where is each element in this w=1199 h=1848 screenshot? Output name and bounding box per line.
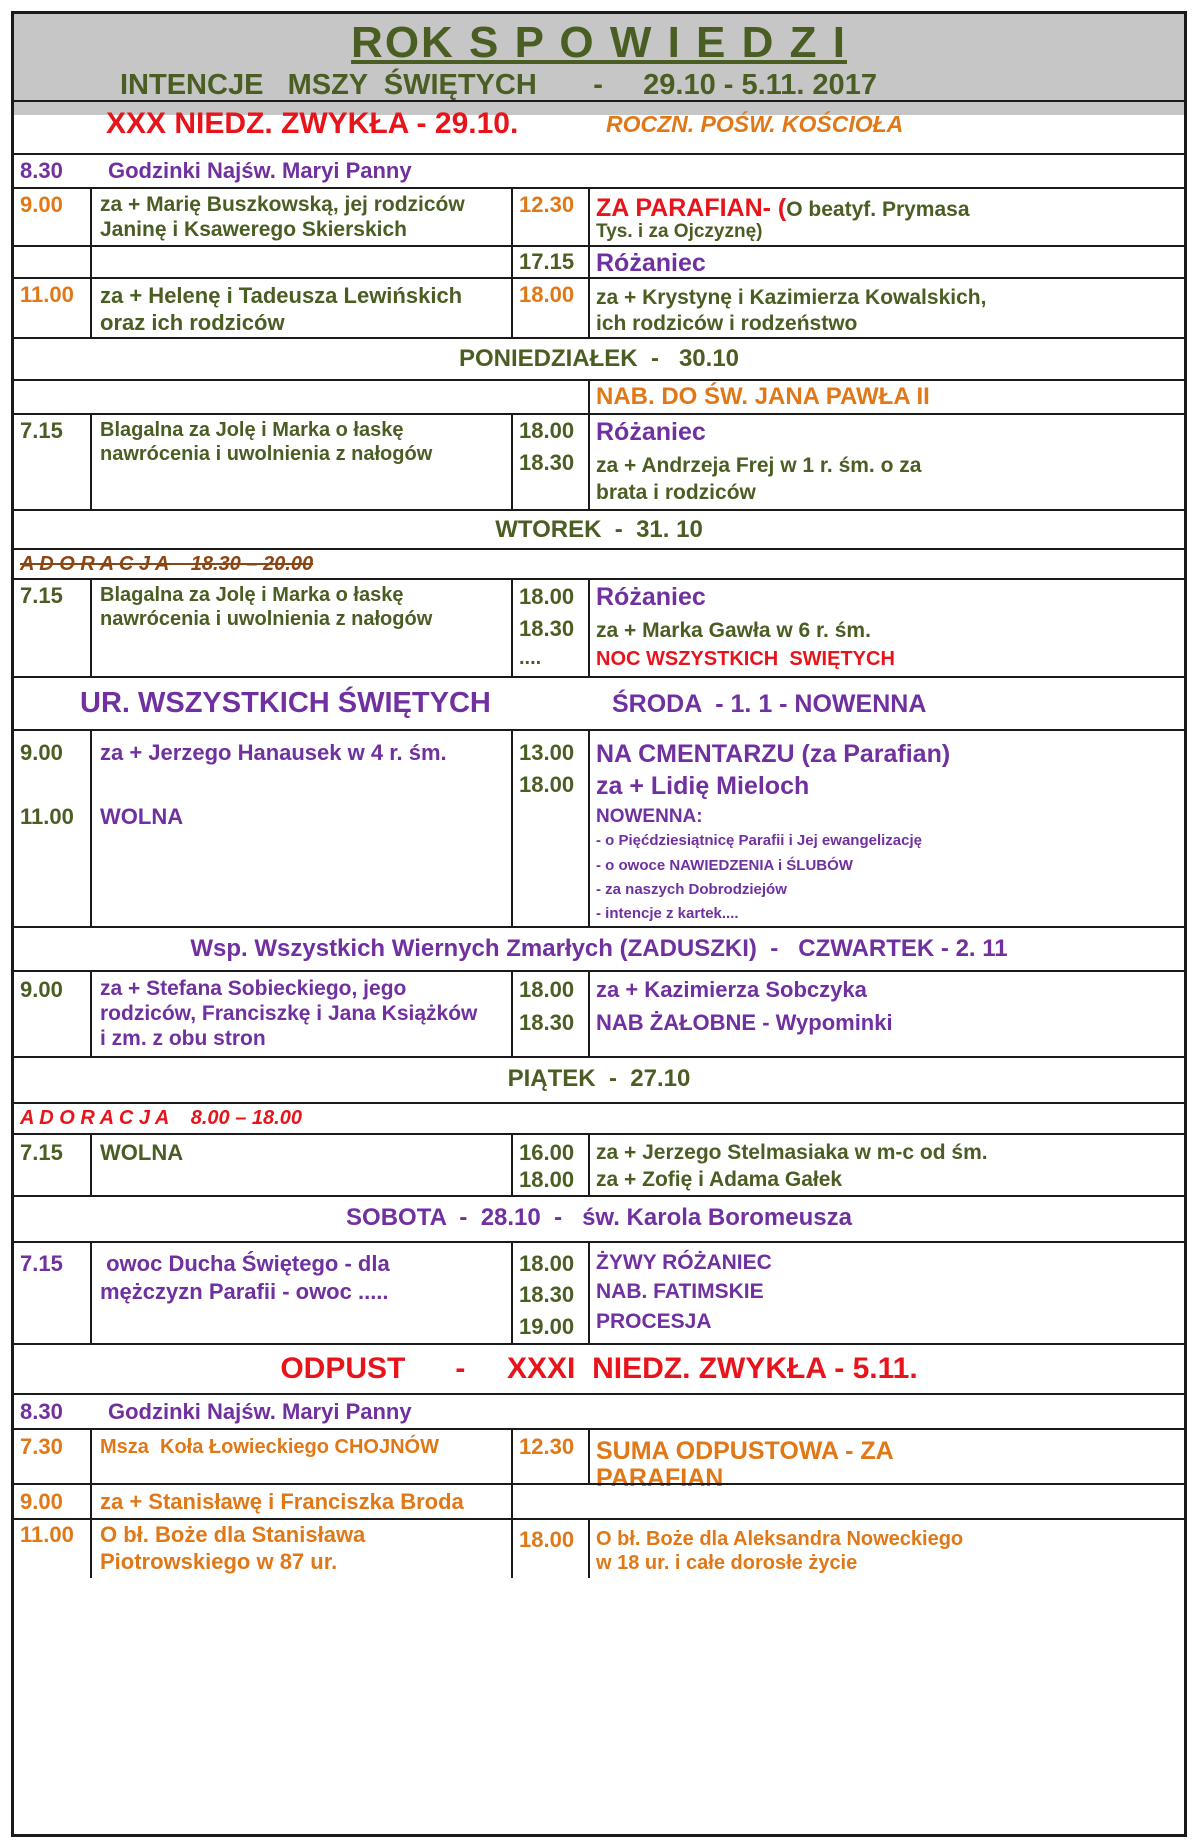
wednesday-row	[14, 729, 1184, 926]
tuesday-adoration: A D O R A C J A 18.30 – 20.00	[20, 553, 314, 575]
intention-right-2: za + Marka Gawła w 6 r. śm.	[596, 619, 871, 642]
column-divider	[588, 1518, 590, 1578]
odpust-row-4	[14, 1518, 1184, 1578]
intention-line-2: Piotrowskiego w 87 ur.	[100, 1549, 338, 1574]
saturday-title: SOBOTA - 28.10 - św. Karola Boromeusza	[346, 1204, 852, 1231]
intention-line-2: Janinę i Ksawerego Skierskich	[100, 218, 407, 241]
intention-right-1: za + Kazimierza Sobczyka	[596, 977, 867, 1002]
column-divider	[90, 1133, 92, 1195]
novena-item: - o owoce NAWIEDZENIA i ŚLUBÓW	[596, 857, 853, 874]
column-divider	[90, 1241, 92, 1343]
friday-adoration: A D O R A C J A 8.00 – 18.00	[20, 1107, 302, 1129]
sunday-row-4	[14, 277, 1184, 337]
time: 11.00	[20, 282, 74, 307]
odpust-title: ODPUST - XXXI NIEDZ. ZWYKŁA - 5.11.	[280, 1352, 918, 1385]
time-right-1: 18.00	[519, 977, 575, 1002]
saturday-title-row	[14, 1195, 1184, 1241]
intention-right-1: NA CMENTARZU (za Parafian)	[596, 740, 951, 768]
time-right-2: 18.30	[519, 450, 575, 475]
novena-item: - o Pięćdziesiątnicę Parafii i Jej ewangelizację	[596, 832, 922, 849]
intention-right-line-1	[596, 194, 970, 222]
time-right: 18.00	[519, 282, 575, 307]
time-1: 9.00	[20, 740, 63, 765]
friday-title-row	[14, 1056, 1184, 1102]
column-divider	[588, 1428, 590, 1483]
intention-right-line-1: za + Krystynę i Kazimierza Kowalskich,	[596, 286, 987, 309]
intention-line-1: owoc Ducha Świętego - dla	[100, 1251, 390, 1276]
monday-note-row	[14, 379, 1184, 413]
intention-2: WOLNA	[100, 804, 184, 829]
time-right-1: 16.00	[519, 1140, 575, 1165]
intention-line-2: nawrócenia i uwolnienia z nałogów	[100, 443, 433, 465]
sunday-title-row	[14, 100, 1184, 153]
tuesday-title-row	[14, 509, 1184, 548]
time-right-2: 18.00	[519, 772, 575, 797]
odpust-title-row	[14, 1343, 1184, 1393]
time: 9.00	[20, 977, 63, 1002]
time-right-2: 18.30	[519, 1010, 575, 1035]
time-right-1: 13.00	[519, 740, 575, 765]
time-right-3: 19.00	[519, 1314, 575, 1339]
time: 8.30	[20, 158, 63, 183]
time-right-2: 18.30	[519, 616, 575, 641]
odpust-row-1	[14, 1393, 1184, 1428]
friday-adoration-row	[14, 1102, 1184, 1133]
intention-line-2: mężczyzn Parafii - owoc .....	[100, 1279, 389, 1304]
time: 11.00	[20, 1522, 74, 1547]
column-divider	[511, 1241, 513, 1343]
column-divider	[588, 578, 590, 676]
column-divider	[90, 413, 92, 509]
column-divider	[90, 578, 92, 676]
sunday-title: XXX NIEDZ. ZWYKŁA - 29.10.	[106, 107, 519, 140]
column-divider	[90, 1428, 92, 1578]
column-divider	[511, 187, 513, 337]
intention-right-detail: O beatyf. Prymasa	[786, 198, 970, 221]
odpust-row-2	[14, 1428, 1184, 1492]
time-right-1: 18.00	[519, 1251, 575, 1276]
intention-line-1: za + Stefana Sobieckiego, jego	[100, 977, 407, 1000]
column-divider	[511, 413, 513, 509]
intention-right-line-1: O bł. Boże dla Aleksandra Noweckiego	[596, 1528, 964, 1550]
intention-line-1: za + Helenę i Tadeusza Lewińskich	[100, 283, 463, 308]
column-divider	[588, 729, 590, 926]
intention: Godzinki Najśw. Maryi Panny	[108, 158, 412, 183]
page-subtitle: INTENCJE MSZY ŚWIĘTYCH - 29.10 - 5.11. 2017	[120, 69, 877, 101]
intention-right-1: Różaniec	[596, 418, 706, 446]
sunday-note: ROCZN. POŚW. KOŚCIOŁA	[606, 111, 904, 137]
intention-line-2: oraz ich rodziców	[100, 310, 285, 335]
intention-right-3: NOC WSZYSTKICH SWIĘTYCH	[596, 648, 895, 670]
time-right-2: 18.30	[519, 1282, 575, 1307]
column-divider	[588, 1133, 590, 1195]
time: 9.00	[20, 1489, 63, 1514]
intention-right-2a: za + Andrzeja Frej w 1 r. śm. o za	[596, 454, 922, 477]
friday-title: PIĄTEK - 27.10	[507, 1065, 691, 1092]
time-right-1: 18.00	[519, 418, 575, 443]
time-right: 18.00	[519, 1527, 575, 1552]
time: 7.15	[20, 1251, 63, 1276]
intention-line-1: Blagalna za Jolę i Marka o łaskę	[100, 584, 404, 606]
intention-right-1: ŻYWY RÓŻANIEC	[596, 1251, 772, 1274]
column-divider	[511, 729, 513, 926]
column-divider	[588, 187, 590, 337]
column-divider	[511, 1133, 513, 1195]
sunday-row-3	[14, 245, 1184, 277]
monday-row	[14, 413, 1184, 509]
novena-item: - intencje z kartek....	[596, 905, 739, 922]
time-right: 12.30	[519, 1434, 575, 1459]
tuesday-row	[14, 578, 1184, 676]
intention-line-2: rodziców, Franciszkę i Jana Książków	[100, 1002, 478, 1025]
intention-right-1: za + Jerzego Stelmasiaka w m-c od śm.	[596, 1141, 988, 1164]
intention-1: za + Jerzego Hanausek w 4 r. śm.	[100, 740, 447, 765]
time-2: 11.00	[20, 804, 74, 829]
time-right-1: 18.00	[519, 584, 575, 609]
intention: za + Stanisławę i Franciszka Broda	[100, 1489, 464, 1514]
column-divider	[90, 970, 92, 1056]
intention-right-2b: brata i rodziców	[596, 481, 756, 504]
wednesday-title-row	[14, 676, 1184, 729]
monday-note: NAB. DO ŚW. JANA PAWŁA II	[596, 383, 930, 410]
column-divider	[588, 1241, 590, 1343]
time: 7.15	[20, 1140, 63, 1165]
intention-right-2: NAB ŻAŁOBNE - Wypominki	[596, 1010, 893, 1035]
intention: Msza Koła Łowieckiego CHOJNÓW	[100, 1436, 439, 1458]
time: 7.30	[20, 1434, 63, 1459]
intention-right-line-1: SUMA ODPUSTOWA - ZA	[596, 1437, 894, 1465]
time: 7.15	[20, 418, 63, 443]
novena-heading: NOWENNA:	[596, 806, 703, 827]
column-divider	[511, 1428, 513, 1578]
sunday-row-1	[14, 153, 1184, 187]
column-divider	[588, 413, 590, 509]
intention-right-2: za + Zofię i Adama Gałek	[596, 1168, 843, 1191]
tuesday-adoration-row	[14, 548, 1184, 578]
monday-title-row	[14, 337, 1184, 379]
time-right: 17.15	[519, 249, 575, 274]
intention-line-2: nawrócenia i uwolnienia z nałogów	[100, 608, 433, 630]
column-divider	[588, 379, 590, 413]
intention-right-2: za + Lidię Mieloch	[596, 772, 810, 800]
wednesday-title-left: UR. WSZYSTKICH ŚWIĘTYCH	[80, 687, 491, 719]
intention-line-3: i zm. z obu stron	[100, 1027, 266, 1050]
time: 7.15	[20, 583, 63, 608]
thursday-title: Wsp. Wszystkich Wiernych Zmarłych (ZADUSZKI) - CZWARTEK - 2. 11	[190, 935, 1008, 962]
time-right-3: ....	[519, 647, 542, 669]
intention-right-2: NAB. FATIMSKIE	[596, 1280, 764, 1303]
column-divider	[90, 187, 92, 337]
schedule-sheet	[11, 11, 1187, 1837]
friday-row	[14, 1133, 1184, 1195]
wednesday-title-right: ŚRODA - 1. 1 - NOWENNA	[612, 690, 927, 718]
intention-right: Różaniec	[596, 249, 706, 277]
intention-right-1: Różaniec	[596, 583, 706, 611]
column-divider	[511, 970, 513, 1056]
column-divider	[90, 729, 92, 926]
intention-line-1: za + Marię Buszkowską, jej rodziców	[100, 193, 465, 216]
intention: WOLNA	[100, 1140, 184, 1165]
intention-line-1: O bł. Boże dla Stanisława	[100, 1522, 366, 1547]
intention-right-line-2: Tys. i za Ojczyznę)	[596, 221, 763, 242]
thursday-title-row	[14, 926, 1184, 970]
thursday-row	[14, 970, 1184, 1056]
sunday-row-2	[14, 187, 1184, 245]
intention-right-3: PROCESJA	[596, 1310, 712, 1333]
saturday-row	[14, 1241, 1184, 1343]
intention-right-line-2: ich rodziców i rodzeństwo	[596, 312, 858, 335]
time: 9.00	[20, 192, 63, 217]
intention-right-line-2: w 18 ur. i całe dorosłe życie	[596, 1552, 858, 1574]
monday-title: PONIEDZIAŁEK - 30.10	[458, 345, 740, 372]
column-divider	[511, 578, 513, 676]
intention-right-line-2: PARAFIAN	[596, 1464, 724, 1492]
column-divider	[588, 970, 590, 1056]
intention: Godzinki Najśw. Maryi Panny	[108, 1399, 412, 1424]
intention-line-1: Blagalna za Jolę i Marka o łaskę	[100, 419, 404, 441]
time-right: 12.30	[519, 192, 575, 217]
intention-right-main: ZA PARAFIAN- (	[596, 194, 787, 222]
odpust-row-3	[14, 1483, 1184, 1518]
time: 8.30	[20, 1399, 63, 1424]
page-title: ROK S P O W I E D Z I	[351, 18, 847, 67]
tuesday-title: WTOREK - 31. 10	[495, 516, 703, 543]
time-right-2: 18.00	[519, 1167, 575, 1192]
novena-item: - za naszych Dobrodziejów	[596, 881, 787, 898]
